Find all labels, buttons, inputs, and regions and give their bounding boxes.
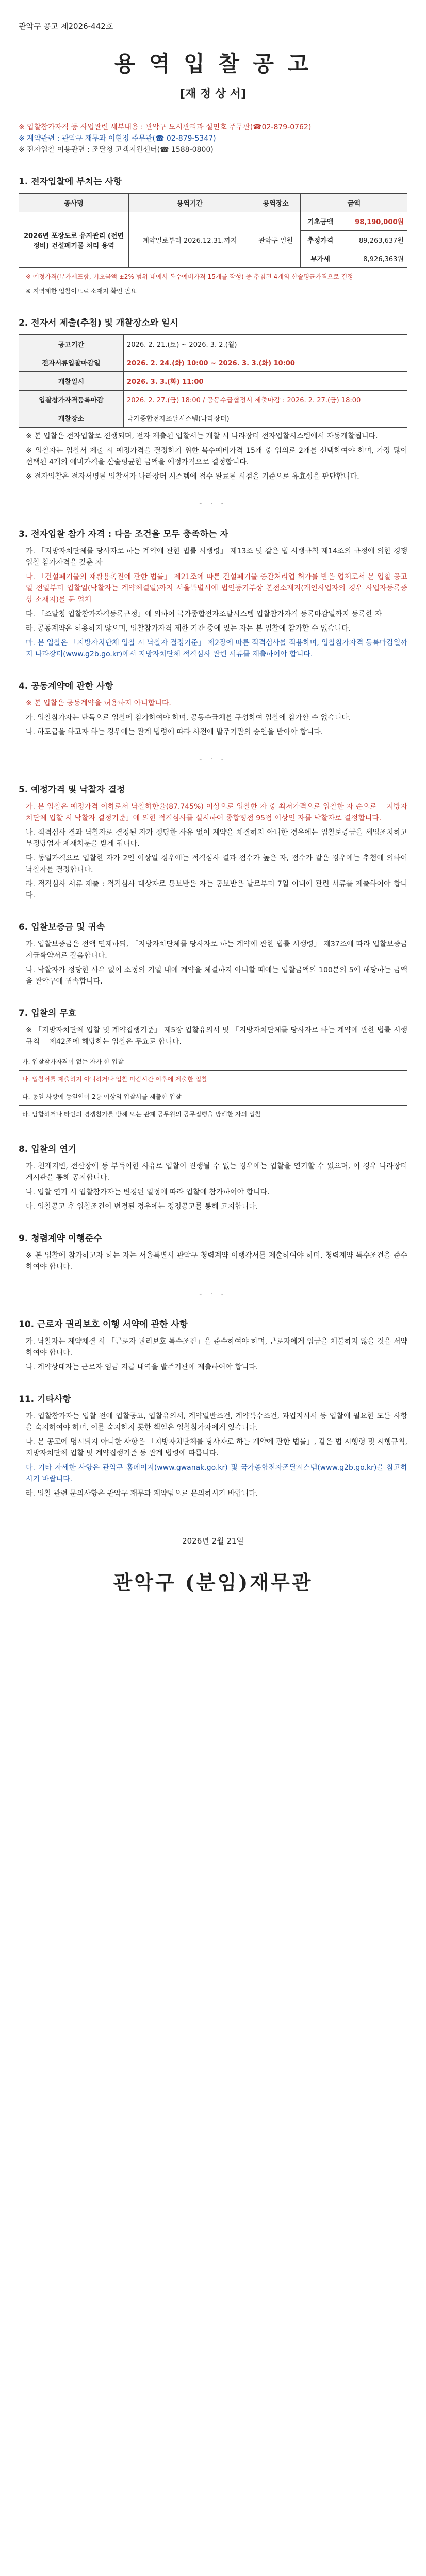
amount-label: 추정가격 (301, 231, 340, 249)
amount-label: 부가세 (301, 249, 340, 268)
project-period: 계약일로부터 2026.12.31.까지 (129, 212, 251, 268)
section-title: 2. 전자서 제출(추첨) 및 개찰장소와 일시 (19, 318, 178, 328)
paragraph: 가. 「지방자치단체를 당사자로 하는 계약에 관한 법률 시행령」 제13조 및 같은 법 시행규칙 제14조의 규정에 의한 경쟁입찰 참가자격을 갖춘 자 (26, 547, 407, 567)
invalid-bid-box (19, 1053, 407, 1123)
paragraph: 나. 본 공고에 명시되지 아니한 사항은 「지방자치단체를 당사자로 하는 계약에 관한 법률」, 같은 법 시행령 및 시행규칙, 지방자치단체 입찰 및 계약집행기준 등 관계 법령에 따릅니다. (26, 1438, 407, 1458)
paragraph: 다. 「조달청 입찰참가자격등록규정」에 의하여 국가종합전자조달시스템 입찰참가자격 등록마감일까지 등록한 자 (26, 610, 382, 618)
invalid-item: 라. 담합하거나 타인의 경쟁참가를 방해 또는 관계 공무원의 공무집행을 방해한 자의 입찰 (19, 1106, 407, 1123)
contact-line: ※ 입찰참가자격 등 사업관련 세부내용 : 관악구 도시관리과 설민호 주무관(☎02-879-0762) (19, 123, 312, 131)
section-title: 5. 예정가격 및 낙찰자 결정 (19, 785, 125, 795)
schedule-label: 개찰일시 (19, 372, 124, 391)
schedule-value: 2026. 2. 21.(토) ~ 2026. 3. 2.(월) (124, 335, 407, 353)
paragraph: 가. 입찰참가자는 단독으로 입찰에 참가하여야 하며, 공동수급체를 구성하여 입찰에 참가할 수 없습니다. (26, 714, 351, 722)
paragraph: 가. 천재지변, 전산장애 등 부득이한 사유로 입찰이 진행될 수 없는 경우에는 입찰을 연기할 수 있으며, 이 경우 나라장터 게시판을 통해 공지합니다. (26, 1162, 407, 1182)
paragraph: ※ 본 입찰에 참가하고자 하는 자는 서울특별시 관악구 청렴계약 이행각서를 제출하여야 하며, 청렴계약 특수조건을 준수하여야 합니다. (26, 1251, 407, 1271)
paragraph: ※ 전자입찰은 전자서명된 입찰서가 나라장터 시스템에 접수 완료된 시점을 기준으로 유효성을 판단합니다. (26, 472, 359, 481)
paragraph: 가. 본 입찰은 예정가격 이하로서 낙찰하한율(87.745%) 이상으로 입찰한 자 중 최저가격으로 입찰한 자 순으로 「지방자치단체 입찰 시 낙찰자 결정기준」에 의한 적격심사를 실시하여 종합평점 95점 이상인 자를 낙찰자로 결정합니다. (26, 803, 407, 822)
table-header: 용역장소 (251, 194, 301, 212)
paragraph: 라. 입찰 관련 문의사항은 관악구 재무과 계약팀으로 문의하시기 바랍니다. (26, 1489, 258, 1498)
paragraph: 나. 「건설폐기물의 재활용촉진에 관한 법률」 제21조에 따른 건설폐기물 중간처리업 허가를 받은 업체로서 본 입찰 공고일 전일부터 입찰일(낙찰자는 계약체결일)까지 서울특별시에 법인등기부상 본점소재지(개인사업자의 경우 사업자등록증상 소재지)를 둔 업체 (26, 573, 407, 604)
notice-date: 2026년 2월 21일 (182, 1536, 244, 1546)
note-text: ※ 지역제한 입찰이므로 소재지 확인 필요 (26, 287, 137, 295)
section-title: 1. 전자입찰에 부치는 사항 (19, 177, 122, 187)
paragraph: 가. 입찰보증금은 전액 면제하되, 「지방자치단체를 당사자로 하는 계약에 관한 법률 시행령」 제37조에 따라 입찰보증금 지급확약서로 갈음합니다. (26, 940, 407, 960)
schedule-value: 국가종합전자조달시스템(나라장터) (124, 409, 407, 428)
schedule-label: 전자서류입찰마감일 (19, 353, 124, 372)
paragraph: 마. 본 입찰은 「지방자치단체 입찰 시 낙찰자 결정기준」 제2장에 따른 적격심사를 적용하며, 입찰참가자격 등록마감일까지 나라장터(www.g2b.go.kr)에서 지방자치단체 적격심사 관련 서류를 제출하여야 합니다. (26, 639, 407, 658)
schedule-value: 2026. 2. 24.(화) 10:00 ~ 2026. 3. 3.(화) 10:00 (124, 353, 407, 372)
amount-label: 기초금액 (301, 212, 340, 231)
contact-list (19, 122, 407, 156)
divider: - · - (199, 500, 227, 508)
paragraph: 라. 공동계약은 허용하지 않으며, 입찰참가자격 제한 기간 중에 있는 자는 본 입찰에 참가할 수 없습니다. (26, 624, 351, 633)
section-title: 9. 청렴계약 이행준수 (19, 1233, 102, 1244)
paragraph: 다. 동일가격으로 입찰한 자가 2인 이상일 경우에는 적격심사 결과 점수가 높은 자, 점수가 같은 경우에는 추첨에 의하여 낙찰자를 결정합니다. (26, 854, 407, 874)
amount-value: 98,190,000원 (340, 212, 407, 231)
section-title: 4. 공동계약에 관한 사항 (19, 681, 113, 691)
note-text: ※ 예정가격(부가세포함, 기초금액 ±2% 범위 내에서 복수예비가격 15개를 작성) 중 추첨된 4개의 산술평균가격으로 결정 (26, 273, 353, 280)
paragraph: 나. 입찰 연기 시 입찰참가자는 변경된 일정에 따라 입찰에 참가하여야 합니다. (26, 1188, 270, 1196)
divider: - · - (199, 755, 227, 764)
contact-line: ※ 전자입찰 이용관련 : 조달청 고객지원센터(☎ 1588-0800) (19, 146, 214, 154)
paragraph: 라. 적격심사 서류 제출 : 적격심사 대상자로 통보받은 자는 통보받은 날로부터 7일 이내에 관련 서류를 제출하여야 합니다. (26, 880, 407, 900)
invalid-item: 나. 입찰서를 제출하지 아니하거나 입찰 마감시간 이후에 제출한 입찰 (19, 1071, 407, 1088)
schedule-label: 입찰참가자격등록마감 (19, 391, 124, 409)
contact-line: ※ 계약관련 : 관악구 재무과 이현정 주무관(☎ 02-879-5347) (19, 134, 216, 143)
paragraph: ※ 「지방자치단체 입찰 및 계약집행기준」 제5장 입찰유의서 및 「지방자치단체를 당사자로 하는 계약에 관한 법률 시행규칙」 제42조에 해당하는 입찰은 무효로 합니다. (26, 1026, 407, 1046)
paragraph: ※ 본 입찰은 전자입찰로 진행되며, 전자 제출된 입찰서는 개찰 시 나라장터 전자입찰시스템에서 자동개찰됩니다. (26, 432, 378, 440)
project-name: 2026년 포장도로 유지관리 (전면정비) 건설폐기물 처리 용역 (19, 212, 129, 268)
schedule-value: 2026. 2. 27.(금) 18:00 / 공동수급협정서 제출마감 : 2026. 2. 27.(금) 18:00 (124, 391, 407, 409)
invalid-item: 다. 동일 사항에 동일인이 2통 이상의 입찰서를 제출한 입찰 (19, 1088, 407, 1106)
table-header: 공사명 (19, 194, 129, 212)
paragraph: ※ 본 입찰은 공동계약을 허용하지 아니합니다. (26, 699, 171, 707)
issuer-name: 관악구 (분임)재무관 (113, 1571, 313, 1594)
page-title: 용 역 입 찰 공 고 (114, 51, 312, 76)
project-place: 관악구 일원 (251, 212, 301, 268)
section-title: 6. 입찰보증금 및 귀속 (19, 922, 105, 933)
amount-value: 8,926,363원 (340, 249, 407, 268)
paragraph: 나. 하도급을 하고자 하는 경우에는 관계 법령에 따라 사전에 발주기관의 승인을 받아야 합니다. (26, 728, 323, 736)
amount-value: 89,263,637원 (340, 231, 407, 249)
paragraph: 다. 입찰공고 후 입찰조건이 변경된 경우에는 정정공고를 통해 고지합니다. (26, 1202, 258, 1211)
schedule-label: 개찰장소 (19, 409, 124, 428)
paragraph: 나. 적격심사 결과 낙찰자로 결정된 자가 정당한 사유 없이 계약을 체결하지 아니한 경우에는 입찰보증금을 세입조치하고 부정당업자 제재처분을 받게 됩니다. (26, 828, 407, 848)
invalid-item: 가. 입찰참가자격이 없는 자가 한 입찰 (19, 1053, 407, 1071)
section-title: 7. 입찰의 무효 (19, 1008, 77, 1019)
section-title: 3. 전자입찰 참가 자격 : 다음 조건을 모두 충족하는 자 (19, 529, 228, 539)
page-subtitle: [재 정 상 서] (179, 88, 247, 100)
paragraph: 가. 낙찰자는 계약체결 시 「근로자 권리보호 특수조건」을 준수하여야 하며, 근로자에게 임금을 체불하지 않을 것을 서약하여야 합니다. (26, 1337, 407, 1357)
schedule-label: 공고기간 (19, 335, 124, 353)
schedule-table (19, 334, 407, 428)
paragraph: 나. 계약상대자는 근로자 임금 지급 내역을 발주기관에 제출하여야 합니다. (26, 1363, 258, 1371)
section-title: 11. 기타사항 (19, 1394, 71, 1404)
table-header: 금액 (301, 194, 407, 212)
paragraph: 가. 입찰참가자는 입찰 전에 입찰공고, 입찰유의서, 계약일반조건, 계약특수조건, 과업지시서 등 입찰에 필요한 모든 사항을 숙지하여야 하며, 이를 숙지하지 못한 책임은 입찰참가자에게 있습니다. (26, 1412, 407, 1432)
section-title: 10. 근로자 권리보호 이행 서약에 관한 사항 (19, 1319, 188, 1330)
table-header: 용역기간 (129, 194, 251, 212)
paragraph: ※ 입찰자는 입찰서 제출 시 예정가격을 결정하기 위한 복수예비가격 15개 중 임의로 2개를 선택하여야 하며, 가장 많이 선택된 4개의 예비가격을 산술평균한 금액을 예정가격으로 결정합니다. (26, 447, 407, 466)
divider: - · - (199, 1290, 227, 1298)
section-title: 8. 입찰의 연기 (19, 1144, 77, 1155)
notice-number: 관악구 공고 제2026-442호 (19, 22, 113, 31)
schedule-value: 2026. 3. 3.(화) 11:00 (124, 372, 407, 391)
project-table (19, 193, 407, 268)
paragraph: 다. 기타 자세한 사항은 관악구 홈페이지(www.gwanak.go.kr) 및 국가종합전자조달시스템(www.g2b.go.kr)을 참고하시기 바랍니다. (26, 1464, 407, 1483)
paragraph: 나. 낙찰자가 정당한 사유 없이 소정의 기일 내에 계약을 체결하지 아니할 때에는 입찰금액의 100분의 5에 해당하는 금액을 관악구에 귀속합니다. (26, 966, 407, 986)
